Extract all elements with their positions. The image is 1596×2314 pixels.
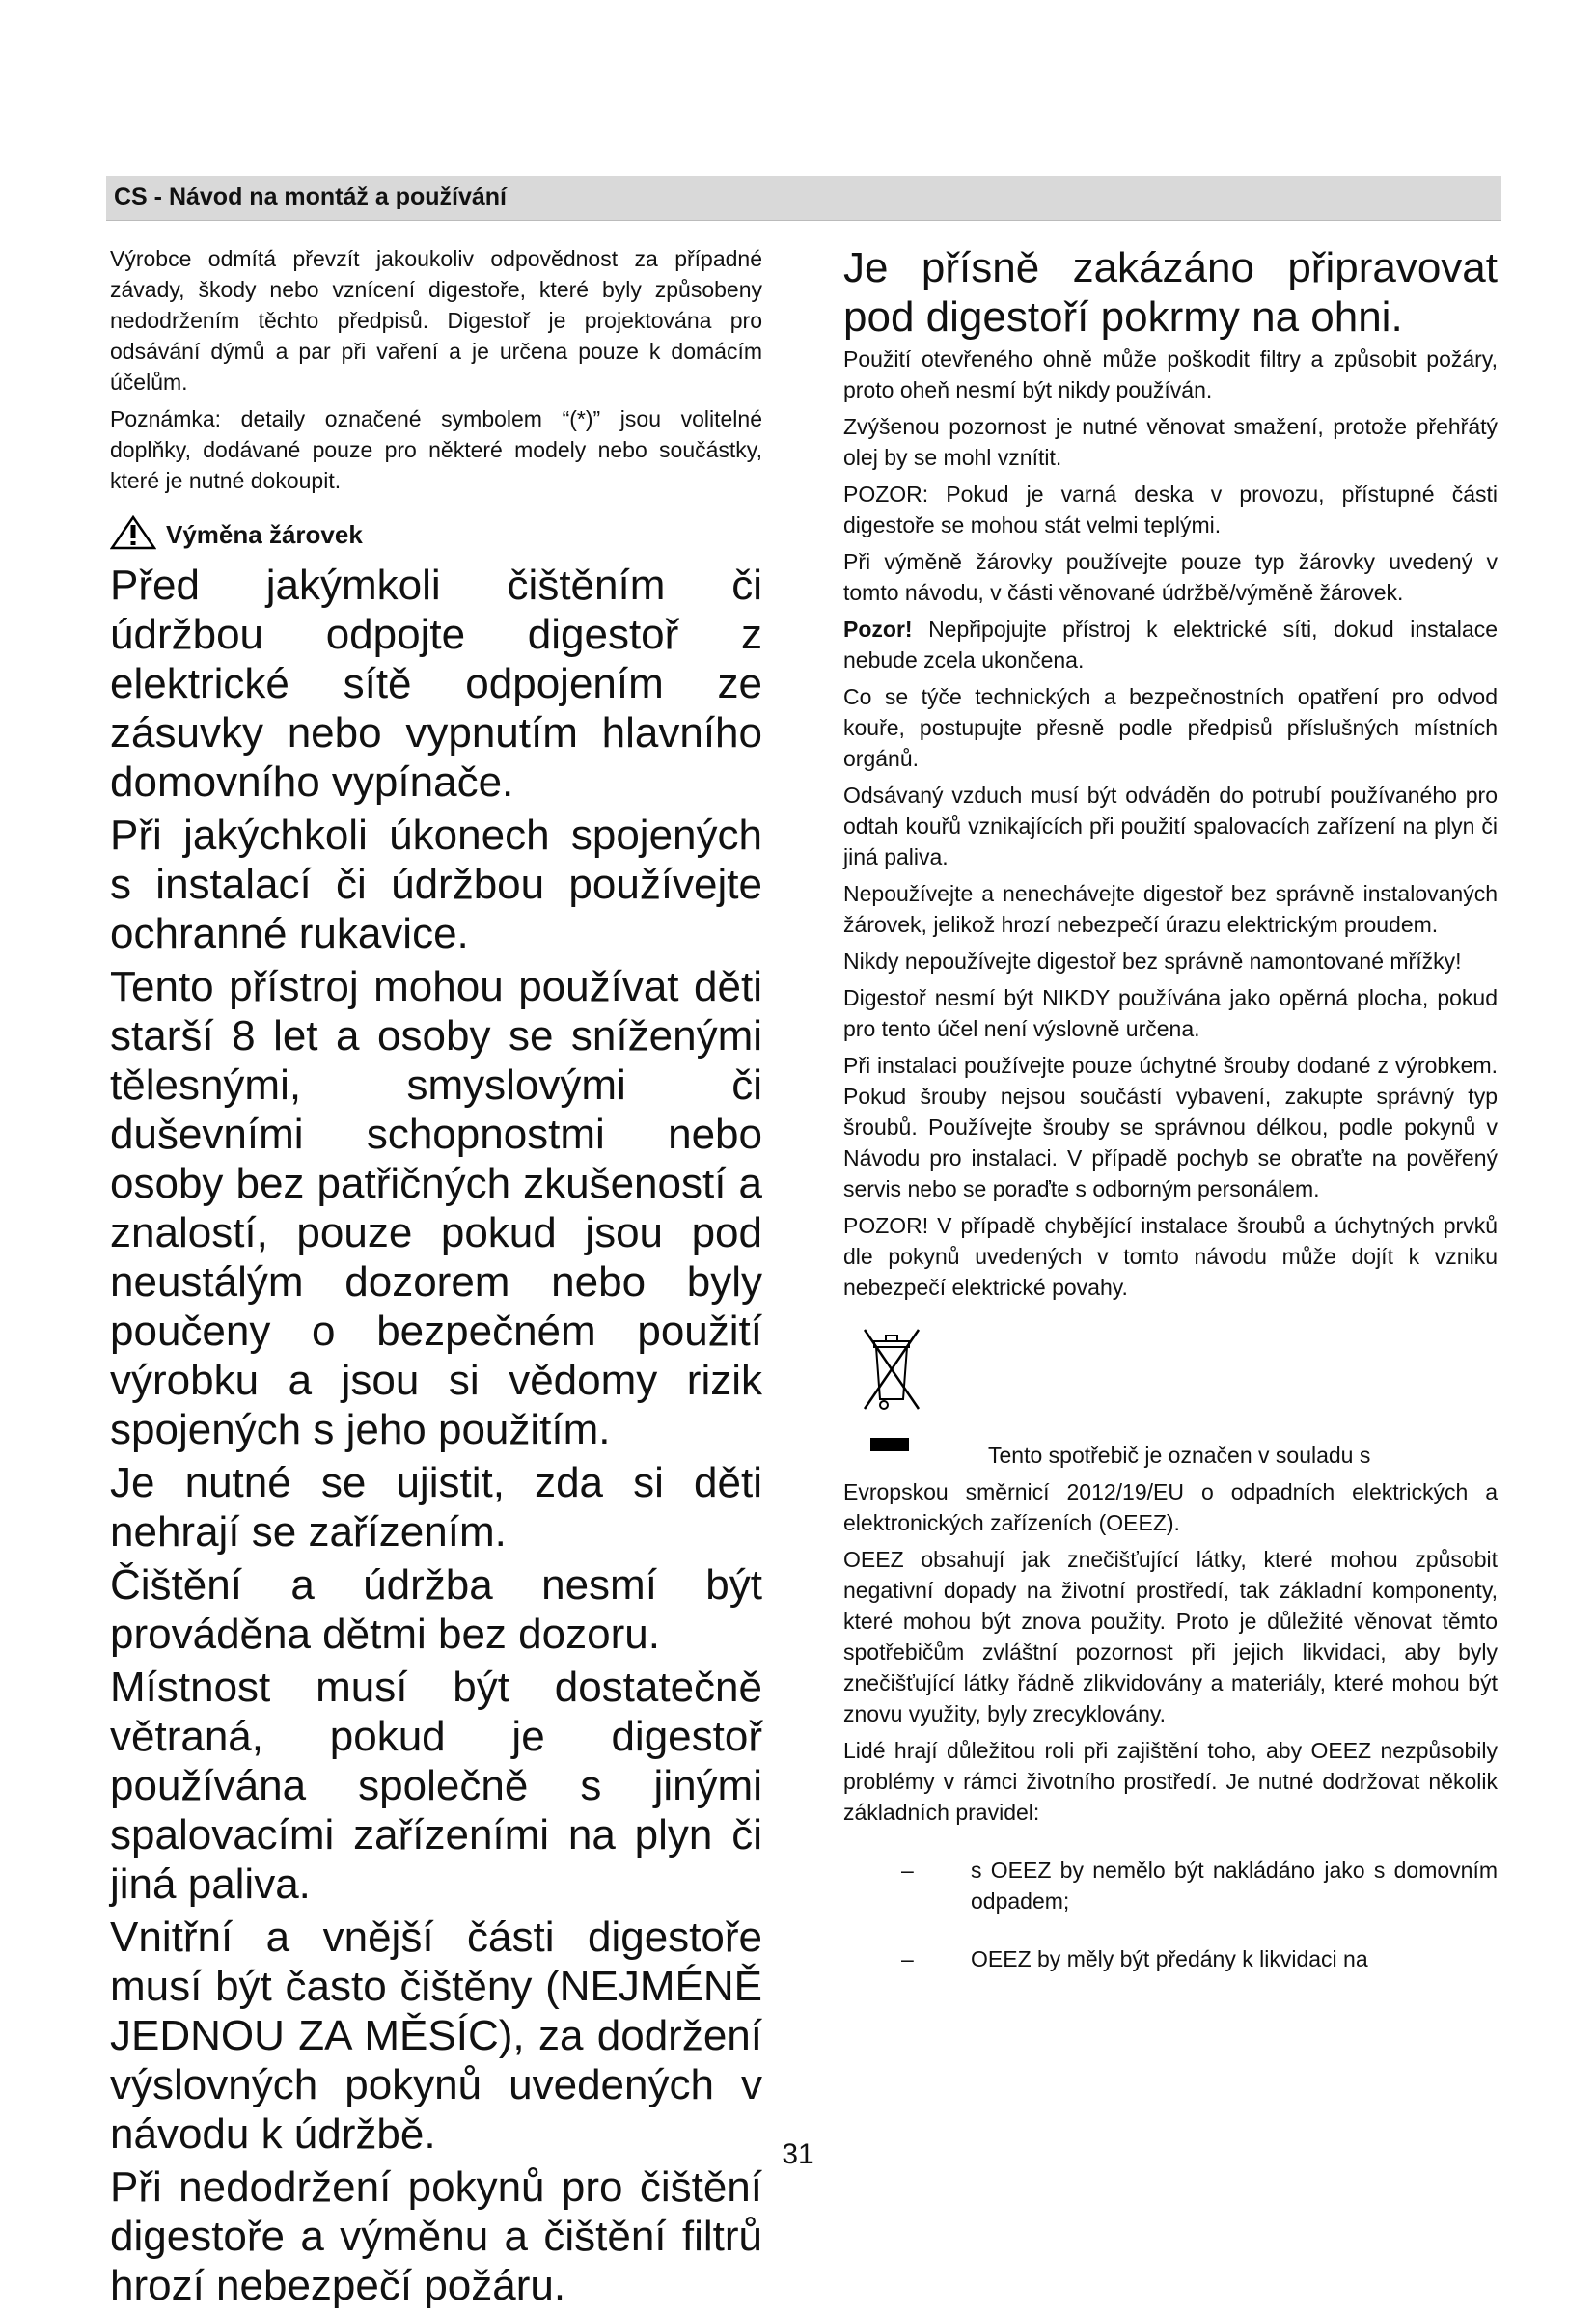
paragraph: Nikdy nepoužívejte digestoř bez správně namontované mřížky!: [843, 949, 1462, 974]
weee-bar: [870, 1438, 909, 1451]
paragraph: Digestoř nesmí být NIKDY používána jako opěrná plocha, pokud pro tento účel není výslovně určena.: [843, 985, 1498, 1041]
warning-heading: [110, 515, 762, 555]
safety-paragraph: Při nedodržení pokynů pro čištění digestoře a výměnu a čištění filtrů hrozí nebezpečí požáru.: [110, 2163, 762, 2309]
list-item: [843, 1943, 1498, 1974]
list-item-text: OEEZ by měly být předány k likvidaci na: [971, 1946, 1368, 1971]
paragraph: Při výměně žárovky používejte pouze typ žárovky uvedený v tomto návodu, v části věnované údržbě/výměně žárovek.: [843, 549, 1498, 605]
intro-paragraph: Výrobce odmítá převzít jakoukoliv odpovědnost za případné závady, škody nebo vznícení digestoře, které byly způsobeny nedodržením těchto předpisů. Digestoř je projektována pro odsávání dýmů a par při vaření a je určena pouze k domácím účelům.: [110, 246, 762, 395]
paragraph: Zvýšenou pozornost je nutné věnovat smažení, protože přehřátý olej by se mohl vznítit.: [843, 414, 1498, 470]
fire-warning-heading: Je přísně zakázáno připravovat pod digestoří pokrmy na ohni.: [843, 244, 1498, 341]
safety-paragraph: Tento přístroj mohou používat děti starší 8 let a osoby se sníženými tělesnými, smyslovými či duševními schopnostmi nebo osoby bez patřičných zkušeností a znalostí, pouze pokud jsou pod neustálým dozorem nebo byly poučeny o bezpečném použití výrobku a jsou si vědomy rizik spojených s jeho použitím.: [110, 963, 762, 1453]
paragraph: Použití otevřeného ohně může poškodit filtry a způsobit požáry, proto oheň nesmí být nikdy používán.: [843, 346, 1498, 402]
list-item-text: s OEEZ by nemělo být nakládáno jako s domovním odpadem;: [971, 1858, 1498, 1914]
safety-paragraph: Při jakýchkoli úkonech spojených s instalací či údržbou používejte ochranné rukavice.: [110, 812, 762, 957]
left-column: [110, 243, 762, 2314]
section-header: [106, 176, 1501, 221]
section-title: CS - Návod na montáž a používání: [114, 183, 507, 210]
paragraph: Lidé hrají důležitou roli při zajištění toho, aby OEEZ nezpůsobily problémy v rámci životního prostředí. Je nutné dodržovat několik základních pravidel:: [843, 1738, 1498, 1825]
right-column: [843, 243, 1498, 1974]
paragraph: Nepoužívejte a nenechávejte digestoř bez správně instalovaných žárovek, jelikož hrozí nebezpečí úrazu elektrickým proudem.: [843, 881, 1498, 937]
paragraph: Evropskou směrnicí 2012/19/EU o odpadních elektrických a elektronických zařízeních (OEEZ).: [843, 1479, 1498, 1535]
weee-block: [843, 1320, 1498, 1476]
paragraph: Při instalaci používejte pouze úchytné šrouby dodané z výrobkem. Pokud šrouby nejsou součástí vybavení, zakupte správný typ šroubů. Používejte šrouby se správnou délkou, podle pokynů v Návodu pro instalaci. V případě pochyb se obraťte na pověřený servis nebo se poraďte s odborným personálem.: [843, 1053, 1498, 1201]
caution-text: Nepřipojujte přístroj k elektrické síti, dokud instalace nebude zcela ukončena.: [843, 617, 1498, 673]
warning-title: Výměna žárovek: [166, 520, 363, 549]
safety-paragraph: Vnitřní a vnější části digestoře musí být často čištěny (NEJMÉNĚ JEDNOU ZA MĚSÍC), za dodržení výslovných pokynů uvedených v návodu k údržbě.: [110, 1914, 762, 2158]
safety-paragraph: Před jakýmkoli čištěním či údržbou odpojte digestoř z elektrické sítě odpojením ze zásuvky nebo vypnutím hlavního domovního vypínače.: [110, 562, 762, 806]
crossed-out-bin-icon: [861, 1320, 922, 1421]
list-dash: –: [901, 1946, 914, 1971]
page-number: 31: [782, 2138, 814, 2170]
safety-paragraph: Čištění a údržba nesmí být prováděna dětmi bez dozoru.: [110, 1561, 762, 1658]
safety-paragraph: Místnost musí být dostatečně větraná, pokud je digestoř používána společně s jinými spalovacími zařízeními na plyn či jiná paliva.: [110, 1664, 762, 1908]
safety-paragraph: Je nutné se ujistit, zda si děti nehrají se zařízením.: [110, 1459, 762, 1556]
paragraph: Odsávaný vzduch musí být odváděn do potrubí používaného pro odtah kouřů vznikajících při použití spalovacích zařízení na plyn či jiná paliva.: [843, 783, 1498, 869]
note-paragraph: Poznámka: detaily označené symbolem “(*)” jsou volitelné doplňky, dodávané pouze pro některé modely nebo součástky, které je nutné dokoupit.: [110, 406, 762, 493]
paragraph: POZOR: Pokud je varná deska v provozu, přístupné části digestoře se mohou stát velmi teplými.: [843, 482, 1498, 537]
paragraph: OEEZ obsahují jak znečišťující látky, které mohou způsobit negativní dopady na životní prostředí, tak základní komponenty, které mohou být znova použity. Proto je důležité věnovat těmto spotřebičům zvláštní pozornost při jejich likvidaci, aby byly znečišťující látky řádně zlikvidovány a materiály, které mohou být znovu využity, byly zrecyklovány.: [843, 1547, 1498, 1726]
list-item: [843, 1855, 1498, 1916]
warning-triangle-icon: [110, 515, 156, 555]
weee-intro: Tento spotřebič je označen v souladu s: [988, 1443, 1371, 1468]
paragraph: POZOR! V případě chybějící instalace šroubů a úchytných prvků dle pokynů uvedených v tomto návodu může dojít k vzniku nebezpečí elektrické povahy.: [843, 1213, 1498, 1300]
list-dash: –: [901, 1858, 914, 1883]
caution-label: Pozor!: [843, 617, 913, 642]
paragraph: Co se týče technických a bezpečnostních opatření pro odvod kouře, postupujte přesně podle předpisů příslušných místních orgánů.: [843, 684, 1498, 771]
paragraph: [843, 614, 1498, 675]
